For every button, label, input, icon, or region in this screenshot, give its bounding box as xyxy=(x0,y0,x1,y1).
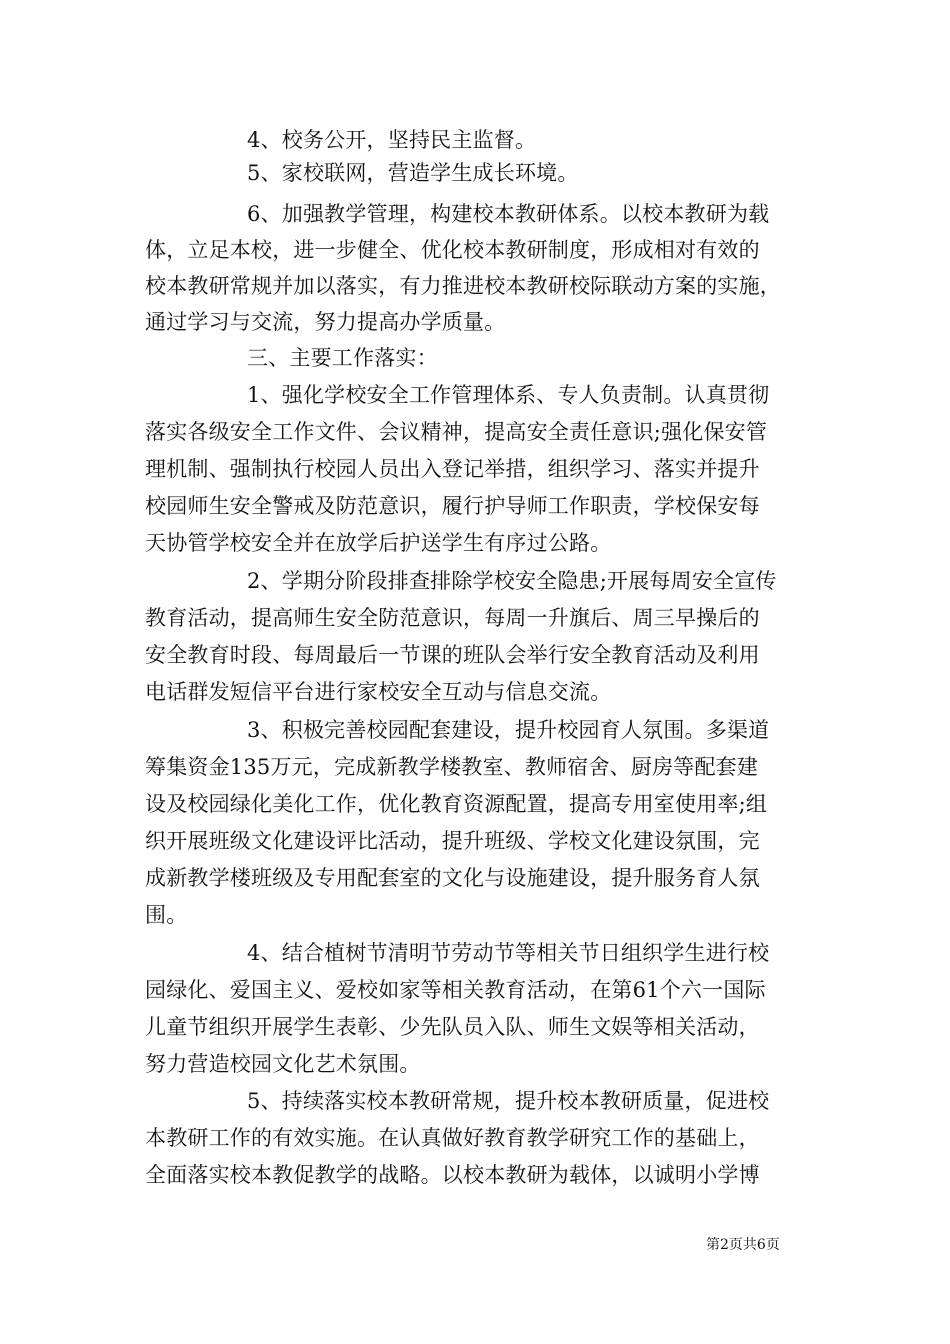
text-line: 努力营造校园文化艺术氛围。 xyxy=(145,1052,421,1076)
text-line: 织开展班级文化建设评比活动，提升班级、学校文化建设氛围，完 xyxy=(145,829,760,853)
text-line: 天协管学校安全并在放学后护送学生有序过公路。 xyxy=(145,531,612,555)
text-line: 6、加强教学管理，构建校本教研体系。以校本教研为载 xyxy=(247,202,770,226)
text-line: 落实各级安全工作文件、会议精神，提高安全责任意识;强化保安管 xyxy=(145,420,768,444)
text-line: 1、强化学校安全工作管理体系、专人负责制。认真贯彻 xyxy=(247,383,770,407)
page-indicator: 第2页共6页 xyxy=(706,1237,780,1253)
text-line: 儿童节组织开展学生表彰、少先队员入队、师生文娱等相关活动， xyxy=(145,1015,760,1039)
text-line: 园绿化、爱国主义、爱校如家等相关教育活动，在第61个六一国际 xyxy=(145,978,766,1002)
text-line: 通过学习与交流，努力提高办学质量。 xyxy=(145,310,506,334)
text-line: 5、家校联网，营造学生成长环境。 xyxy=(247,161,579,185)
text-line: 设及校园绿化美化工作，优化教育资源配置，提高专用室使用率;组 xyxy=(145,792,768,816)
text-line: 电话群发短信平台进行家校安全互动与信息交流。 xyxy=(145,680,612,704)
text-line: 体，立足本校，进一步健全、优化校本教研制度，形成相对有效的 xyxy=(145,238,760,262)
text-line: 5、持续落实校本教研常规，提升校本教研质量，促进校 xyxy=(247,1089,770,1113)
text-line: 4、结合植树节清明节劳动节等相关节日组织学生进行校 xyxy=(247,941,770,965)
text-line: 理机制、强制执行校园人员出入登记举措，组织学习、落实并提升 xyxy=(145,457,760,481)
text-line: 2、学期分阶段排查排除学校安全隐患;开展每周安全宣传 xyxy=(247,569,777,593)
text-line: 校本教研常规并加以落实，有力推进校本教研校际联动方案的实施， xyxy=(145,274,781,298)
text-line: 围。 xyxy=(145,903,188,927)
text-line: 本教研工作的有效实施。在认真做好教育教学研究工作的基础上， xyxy=(145,1126,760,1150)
text-line: 4、校务公开，坚持民主监督。 xyxy=(247,128,537,152)
section-heading: 三、主要工作落实： xyxy=(247,346,438,370)
text-line: 校园师生安全警戒及防范意识，履行护导师工作职责，学校保安每 xyxy=(145,494,760,518)
text-line: 安全教育时段、每周最后一节课的班队会举行安全教育活动及利用 xyxy=(145,643,760,667)
text-line: 全面落实校本教促教学的战略。以校本教研为载体，以诚明小学博 xyxy=(145,1163,760,1187)
text-line: 筹集资金135万元，完成新教学楼教室、教师宿舍、厨房等配套建 xyxy=(145,755,759,779)
text-line: 教育活动，提高师生安全防范意识，每周一升旗后、周三早操后的 xyxy=(145,606,760,630)
text-line: 3、积极完善校园配套建设，提升校园育人氛围。多渠道 xyxy=(247,718,770,742)
text-line: 成新教学楼班级及专用配套室的文化与设施建设，提升服务育人氛 xyxy=(145,866,760,890)
